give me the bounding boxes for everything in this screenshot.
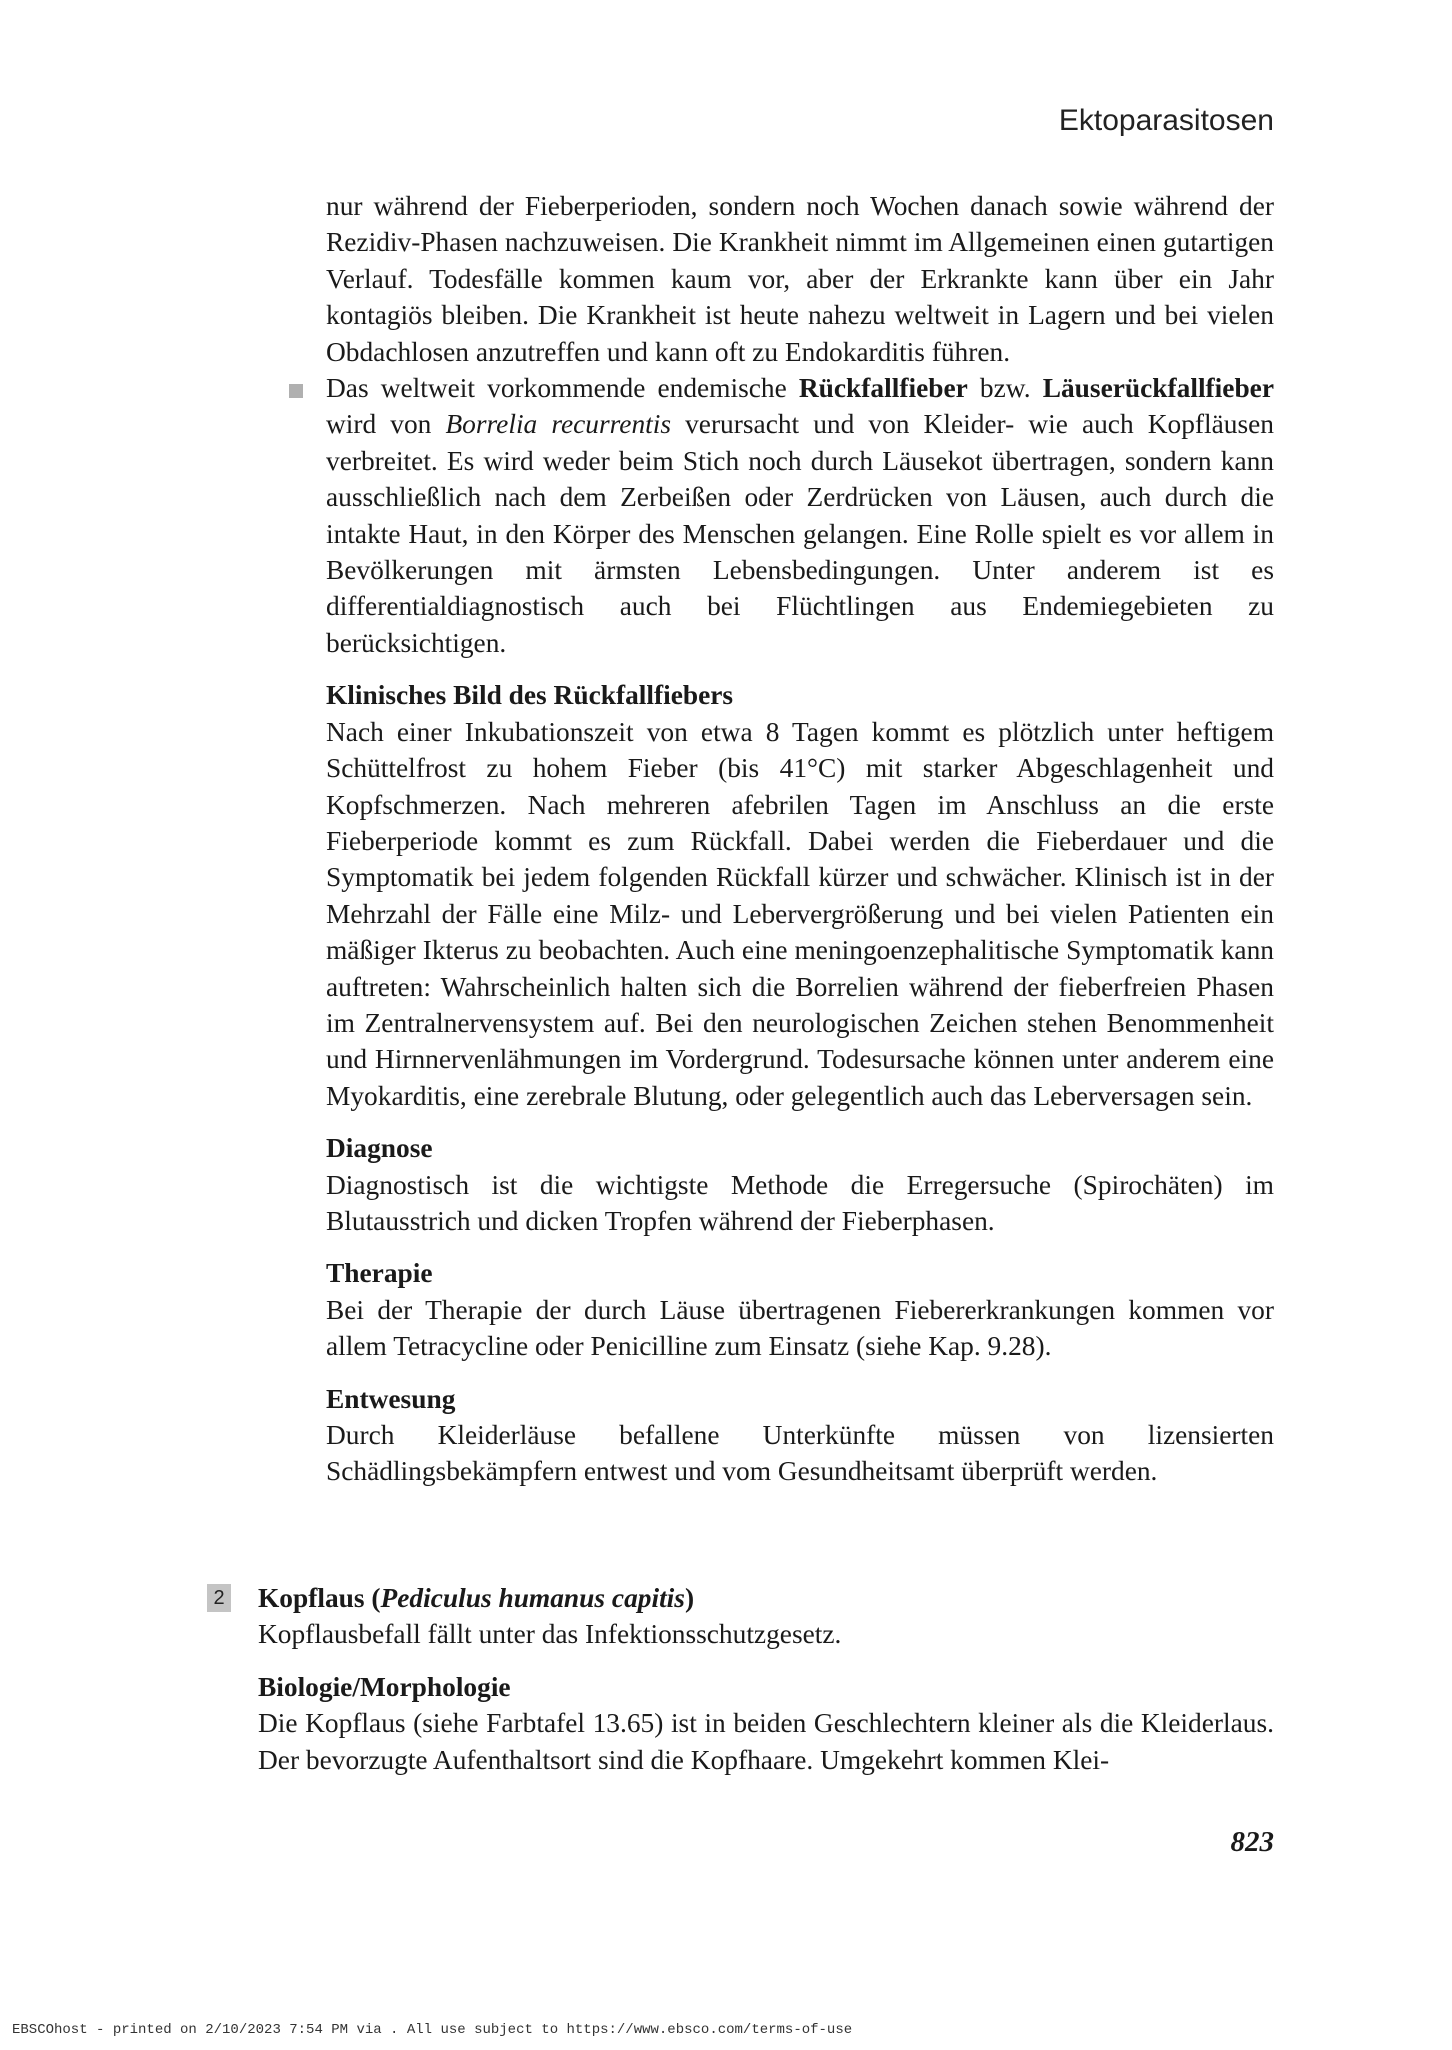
- subsection-title: Entwesung: [326, 1383, 456, 1414]
- subsection-body: Diagnostisch ist die wichtigste Methode die Erregersuche (Spirochäten) im Blutausstrich und dicken Tropfen während der Fieberphasen.: [326, 1169, 1274, 1236]
- subsection-body: Bei der Therapie der durch Läuse übertragenen Fiebererkrankungen kommen vor allem Tetracycline oder Penicilline zum Einsatz (siehe Kap. 9.28).: [326, 1294, 1274, 1362]
- section-title-close: ): [684, 1583, 695, 1613]
- subsection-entwesung: [326, 1381, 1274, 1490]
- footer-print-notice: EBSCOhost - printed on 2/10/2023 7:54 PM via . All use subject to https://www.ebsco.com/terms-of-use: [12, 2022, 853, 2038]
- term-rueckfallfieber: Rückfallfieber: [798, 373, 968, 404]
- subsection-title: Biologie/Morphologie: [258, 1671, 511, 1702]
- running-head: Ektoparasitosen: [1058, 104, 1274, 137]
- subsection-body: Durch Kleiderläuse befallene Unterkünfte müssen von lizensierten Schädlingsbekämpfern entwest und vom Gesundheitsamt überprüft werden.: [326, 1420, 1274, 1487]
- section-intro: Kopflausbefall fällt unter das Infektionsschutzgesetz.: [258, 1619, 842, 1650]
- section-kopflaus: [258, 1580, 1274, 1778]
- term-laeuserueckfallfieber: Läuserückfallfieber: [1042, 373, 1274, 404]
- section-title: [258, 1580, 1274, 1616]
- bullet-item: [326, 370, 1274, 661]
- bullet-after-term: wird von: [326, 409, 446, 440]
- bullet-lead: Das weltweit vorkommende endemische: [326, 373, 799, 404]
- section-number-badge: 2: [207, 1584, 231, 1612]
- species-name: Borrelia recurrentis: [445, 409, 672, 440]
- section-title-plain: Kopflaus (: [258, 1583, 381, 1613]
- subsection-title: Klinisches Bild des Rückfallfiebers: [326, 680, 734, 711]
- bullet-mid: bzw.: [967, 373, 1043, 404]
- intro-paragraph: nur während der Fieberperioden, sondern noch Wochen danach sowie während der Rezidiv-Phasen nachzuweisen. Die Krankheit nimmt im Allgemeinen einen gutartigen Verlauf. Todesfälle kommen kaum vor, aber der Erkrankte kann über ein Jahr kontagiös bleiben. Die Krankheit ist heute nahezu weltweit in Lagern und bei vielen Obdachlosen anzutreffen und kann oft zu Endokarditis führen.: [326, 191, 1274, 367]
- subsection-title: Therapie: [326, 1258, 433, 1289]
- subsection-klinisches-bild: [326, 677, 1274, 1114]
- subsection-biologie: [258, 1669, 1274, 1778]
- subsection-body: Die Kopflaus (siehe Farbtafel 13.65) ist in beiden Geschlechtern kleiner als die Kleiderlaus. Der bevorzugte Aufenthaltsort sind die Kopfhaare. Umgekehrt kommen Klei-: [258, 1708, 1274, 1775]
- bullet-rest: verursacht und von Kleider- wie auch Kopfläusen verbreitet. Es wird weder beim Stich noch durch Läusekot übertragen, sondern kann ausschließlich nach dem Zerbeißen oder Zerdrücken von Läusen, auch durch die intakte Haut, in den Körper des Menschen gelangen. Eine Rolle spielt es vor allem in Bevölkerungen mit ärmsten Lebensbedingungen. Unter anderem ist es differentialdiagnostisch auch bei Flüchtlingen aus Endemiegebieten zu berücksichtigen.: [326, 409, 1274, 658]
- section-title-species: Pediculus humanus capitis: [380, 1583, 685, 1613]
- subsection-body: Nach einer Inkubationszeit von etwa 8 Tagen kommt es plötzlich unter heftigem Schüttelfrost zu hohem Fieber (bis 41°C) mit starker Abgeschlagenheit und Kopfschmerzen. Nach mehreren afebrilen Tagen im Anschluss an die erste Fieberperiode kommt es zum Rückfall. Dabei werden die Fieberdauer und die Symptomatik bei jedem folgenden Rückfall kürzer und schwächer. Klinisch ist in der Mehrzahl der Fälle eine Milz- und Lebervergrößerung und bei vielen Patienten ein mäßiger Ikterus zu beobachten. Auch eine meningoenzephalitische Symptomatik kann auftreten: Wahrscheinlich halten sich die Borrelien während der fieberfreien Phasen im Zentralnervensystem auf. Bei den neurologischen Zeichen stehen Benommenheit und Hirnnervenlähmungen im Vordergrund. Todesursache können unter anderem eine Myokarditis, eine zerebrale Blutung, oder gelegentlich auch das Leberversagen sein.: [326, 716, 1274, 1111]
- bullet-paragraph: [326, 370, 1274, 661]
- main-content: [326, 188, 1274, 1490]
- subsection-diagnose: [326, 1130, 1274, 1239]
- subsection-title: Diagnose: [326, 1133, 433, 1164]
- page-number: 823: [1230, 1826, 1274, 1858]
- bullet-square-icon: [289, 384, 303, 398]
- subsection-therapie: [326, 1255, 1274, 1364]
